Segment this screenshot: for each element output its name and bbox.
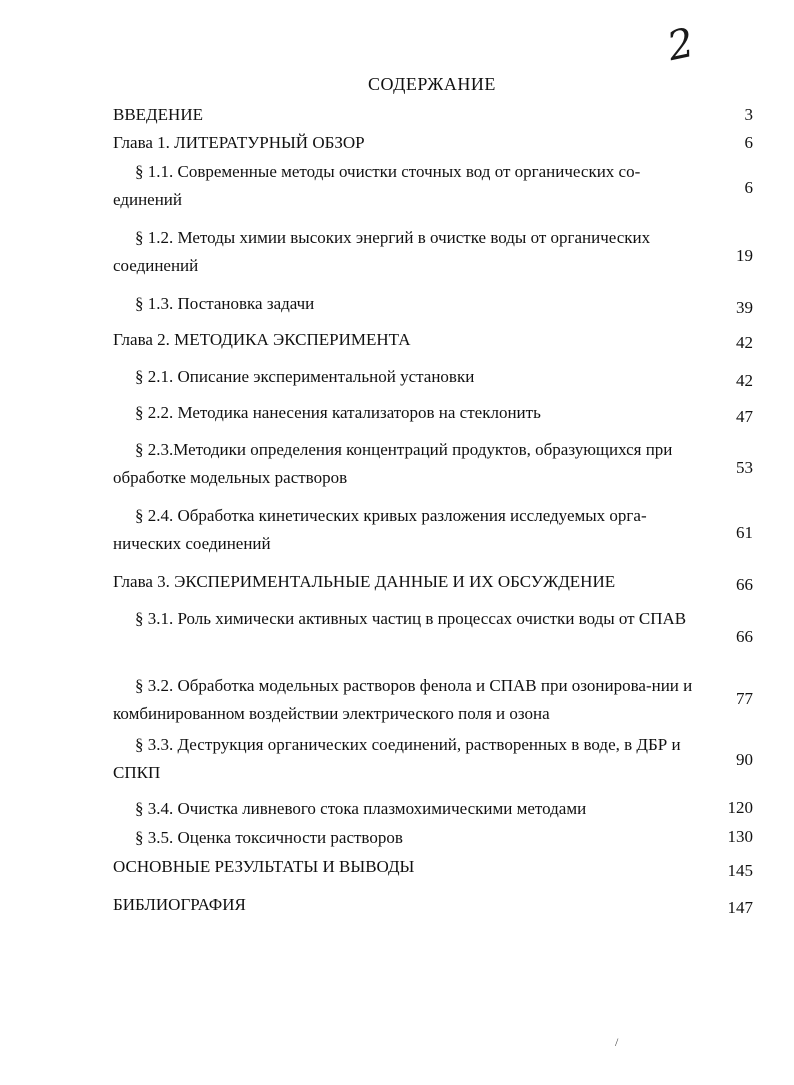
toc-entry-page: 77 [736,689,753,708]
toc-entry-text: § 1.3. Постановка задачи [135,294,315,313]
toc-entry-page: 6 [744,178,753,197]
toc-entry-page: 39 [736,298,753,317]
toc-entry-page: 47 [736,407,753,426]
toc-entry-text: § 3.4. Очистка ливневого стока плазмохимическими методами [135,799,587,818]
toc-entry-page: 42 [736,371,753,390]
toc-entry-text: § 3.3. Деструкция органических соединений, растворенных в воде, в ДБР и СПКП [113,735,681,782]
toc-entry-text: Глава 2. МЕТОДИКА ЭКСПЕРИМЕНТА [113,330,411,349]
toc-entry-text: § 3.1. Роль химически активных частиц в процессах очистки воды от СПАВ [135,609,687,628]
toc-entry-text: Глава 1. ЛИТЕРАТУРНЫЙ ОБЗОР [113,133,365,152]
toc-entry-text: ВВЕДЕНИЕ [113,105,203,124]
toc-entry-page: 42 [736,333,753,352]
toc-entry-text: ОСНОВНЫЕ РЕЗУЛЬТАТЫ И ВЫВОДЫ [113,857,415,876]
toc-entry-text: § 2.3.Методики определения концентраций продуктов, образующихся при обработке модельных растворов [113,440,673,487]
toc-entry-text: Глава 3. ЭКСПЕРИМЕНТАЛЬНЫЕ ДАННЫЕ И ИХ ОБСУЖДЕНИЕ [113,572,616,591]
toc-entry-page: 53 [736,458,753,477]
toc-entry-text: § 2.4. Обработка кинетических кривых разложения исследуемых орга-нических соединений [113,506,647,553]
toc-title: СОДЕРЖАНИЕ [368,74,496,94]
toc-entry-page: 61 [736,523,753,542]
toc-entry-page: 3 [744,105,753,124]
stray-pen-mark: / [615,1035,619,1049]
toc-entry-page: 90 [736,750,753,769]
toc-entry-text: § 3.2. Обработка модельных растворов фенола и СПАВ при озонирова-нии и комбинированном воздействии электрического поля и озона [113,676,693,723]
toc-entry-page: 145 [727,861,753,880]
toc-entry-text: § 2.1. Описание экспериментальной установки [135,367,475,386]
toc-entry-page: 66 [736,575,753,594]
toc-entry-text: БИБЛИОГРАФИЯ [113,895,246,914]
toc-entry-page: 66 [736,627,753,646]
toc-entry-text: § 1.1. Современные методы очистки сточных вод от органических со-единений [113,162,641,209]
toc-entry-page: 130 [727,827,753,846]
toc-entry-text: § 1.2. Методы химии высоких энергий в очистке воды от органических соединений [113,228,651,275]
toc-entry-page: 6 [744,133,753,152]
handwritten-page-number: 2 [663,19,698,71]
toc-entry-page: 147 [727,898,753,917]
toc-entry-page: 120 [727,798,753,817]
toc-entry-text: § 3.5. Оценка токсичности растворов [135,828,403,847]
toc-entry-page: 19 [736,246,753,265]
toc-entry-text: § 2.2. Методика нанесения катализаторов на стеклонить [135,403,541,422]
